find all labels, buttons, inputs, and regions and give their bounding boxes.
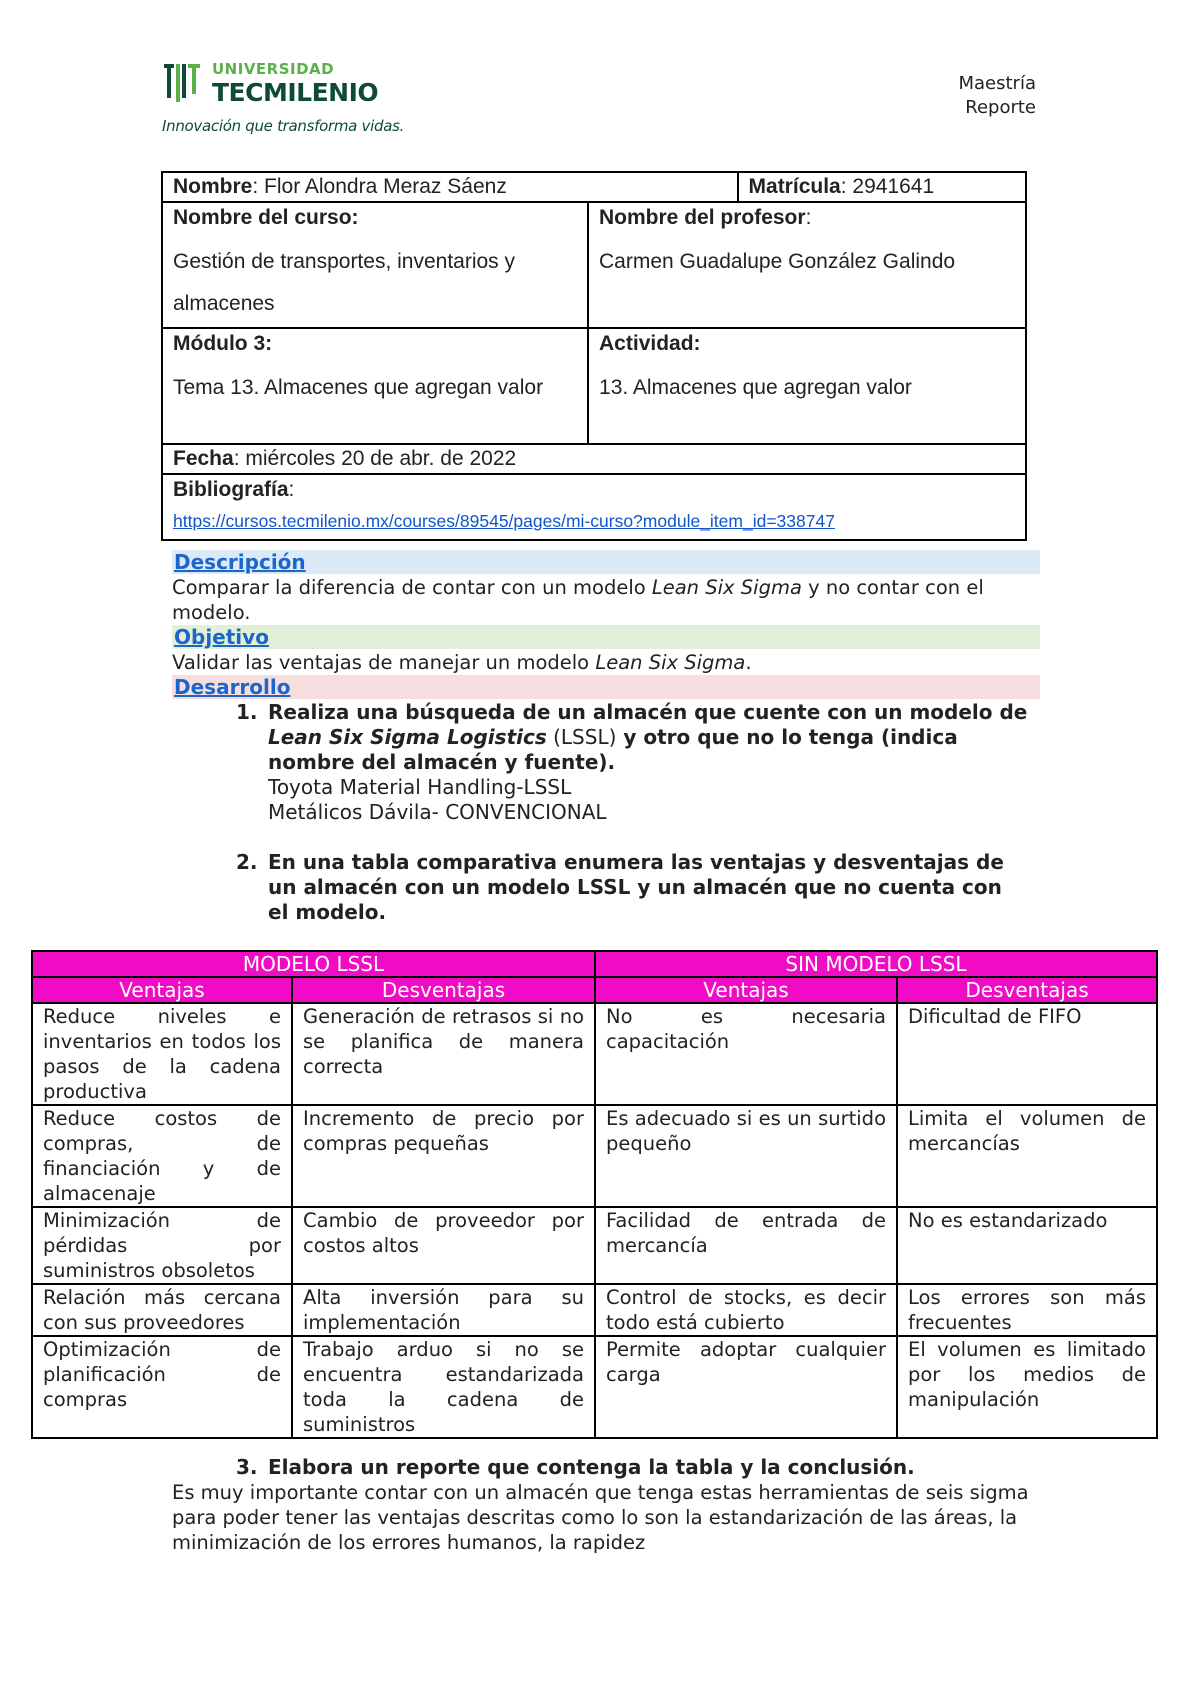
table-cell: No es estandarizado <box>897 1207 1157 1284</box>
conclusion-text: Es muy importante contar con un almacén que tenga estas herramientas de seis sigma para poder tener las ventajas descritas como lo son la estandarización de las áreas, la minimización de los errores humanos, la rapidez <box>172 1481 1029 1554</box>
section-title-desarrollo: Desarrollo <box>172 675 1040 699</box>
section-title-descripcion: Descripción <box>172 550 1040 574</box>
module-label: Módulo 3: <box>173 332 273 355</box>
item-1-q-part: Realiza una búsqueda de un almacén que cuente con un modelo de <box>268 700 1028 724</box>
item-1-q-italic: Lean Six Sigma Logistics <box>268 725 547 749</box>
item-1-answer-2: Metálicos Dávila- CONVENCIONAL <box>268 800 607 824</box>
professor-label: Nombre del profesor <box>599 206 806 229</box>
activity-value: 13. Almacenes que agregan valor <box>599 376 912 399</box>
date-label: Fecha <box>173 447 234 470</box>
table-row <box>32 1105 1157 1207</box>
name-label: Nombre <box>173 175 253 198</box>
item-1-number: 1. <box>236 700 258 724</box>
module-cell <box>162 328 588 444</box>
comparison-table <box>31 950 1158 1439</box>
section-title-objetivo: Objetivo <box>172 625 1040 649</box>
tecmilenio-logo-icon <box>162 62 202 106</box>
table-cell: Reduce niveles e inventarios en todos los pasos de la cadena productiva <box>32 1003 292 1105</box>
date-cell: Fecha: miércoles 20 de abr. de 2022 <box>162 444 1026 474</box>
group-header-lssl: MODELO LSSL <box>32 951 595 977</box>
col-header-lssl-ventajas: Ventajas <box>32 977 292 1003</box>
bibliography-label: Bibliografía <box>173 478 289 501</box>
course-label: Nombre del curso: <box>173 206 359 229</box>
descripcion-text-italic: Lean Six Sigma <box>651 576 802 599</box>
bibliography-cell: Bibliografía: https://cursos.tecmilenio.mx/courses/89545/pages/mi-curso?module_item_id=338747 <box>162 474 1026 540</box>
logo-name-text: TECMILENIO <box>212 78 379 107</box>
col-header-sin-ventajas: Ventajas <box>595 977 897 1003</box>
info-row-name <box>162 172 1026 202</box>
col-header-sin-desventajas: Desventajas <box>897 977 1157 1003</box>
university-logo <box>162 60 422 140</box>
item-3-number: 3. <box>236 1455 258 1479</box>
table-row <box>32 1003 1157 1105</box>
objetivo-text-part: Validar las ventajas de manejar un modelo <box>172 651 596 674</box>
student-info-table <box>161 171 1027 541</box>
objetivo-text-end: . <box>745 651 752 674</box>
item-1-answer-1: Toyota Material Handling-LSSL <box>268 775 572 799</box>
table-cell: Permite adoptar cualquier carga <box>595 1336 897 1438</box>
objetivo-text <box>172 650 1038 675</box>
table-column-header-row <box>32 977 1157 1003</box>
table-group-header-row <box>32 951 1157 977</box>
table-cell: Alta inversión para su implementación <box>292 1284 595 1336</box>
info-row-course <box>162 202 1026 328</box>
item-1-q-mid: (LSSL) <box>546 725 617 749</box>
table-cell: Optimización de planificación de compras <box>32 1336 292 1438</box>
logo-tagline: Innovación que transforma vidas. <box>162 117 405 135</box>
info-row-bibliography <box>162 474 1026 540</box>
date-value: miércoles 20 de abr. de 2022 <box>245 447 517 470</box>
item-2-number: 2. <box>236 850 258 874</box>
course-value: Gestión de transportes, inventarios y almacenes <box>173 250 516 315</box>
descripcion-text <box>172 575 1038 625</box>
bibliography-link[interactable]: https://cursos.tecmilenio.mx/courses/89545/pages/mi-curso?module_item_id=338747 <box>173 511 835 531</box>
list-item-3 <box>236 1455 1028 1480</box>
list-item-1 <box>236 700 1028 825</box>
info-row-date <box>162 444 1026 474</box>
course-cell <box>162 202 588 328</box>
table-cell: Cambio de proveedor por costos altos <box>292 1207 595 1284</box>
info-row-module <box>162 328 1026 444</box>
list-item-2 <box>236 850 1028 925</box>
table-row <box>32 1207 1157 1284</box>
table-row <box>32 1336 1157 1438</box>
objetivo-text-italic: Lean Six Sigma <box>595 651 746 674</box>
activity-cell <box>588 328 1026 444</box>
activity-label: Actividad: <box>599 332 701 355</box>
descripcion-text-end: y no contar con el modelo. <box>172 576 984 624</box>
table-cell: El volumen es limitado por los medios de manipulación <box>897 1336 1157 1438</box>
logo-university-text: UNIVERSIDAD <box>212 60 335 78</box>
group-header-sin-lssl: SIN MODELO LSSL <box>595 951 1157 977</box>
item-2-question: En una tabla comparativa enumera las ventajas y desventajas de un almacén con un modelo LSSL y un almacén que no cuenta con el modelo. <box>268 850 1004 924</box>
table-cell: Limita el volumen de mercancías <box>897 1105 1157 1207</box>
table-row <box>32 1284 1157 1336</box>
program-label: Maestría <box>958 73 1036 94</box>
matricula-label: Matrícula <box>748 175 841 198</box>
item-3-question: Elabora un reporte que contenga la tabla y la conclusión. <box>268 1455 915 1479</box>
matricula-cell: Matrícula: 2941641 <box>738 172 1026 202</box>
table-cell: Trabajo arduo si no se encuentra estandarizada toda la cadena de suministros <box>292 1336 595 1438</box>
table-cell: Es adecuado si es un surtido pequeño <box>595 1105 897 1207</box>
doc-type-label: Reporte <box>965 97 1036 118</box>
descripcion-text-part: Comparar la diferencia de contar con un modelo <box>172 576 652 599</box>
matricula-value: 2941641 <box>852 175 935 198</box>
header-right <box>958 72 1036 120</box>
item-1-question <box>268 700 1027 774</box>
table-cell: Minimización de pérdidas por suministros obsoletos <box>32 1207 292 1284</box>
module-value: Tema 13. Almacenes que agregan valor <box>173 376 544 399</box>
table-cell: Incremento de precio por compras pequeñas <box>292 1105 595 1207</box>
professor-value: Carmen Guadalupe González Galindo <box>599 250 956 273</box>
name-value: Flor Alondra Meraz Sáenz <box>264 175 507 198</box>
table-cell: Control de stocks, es decir todo está cubierto <box>595 1284 897 1336</box>
col-header-lssl-desventajas: Desventajas <box>292 977 595 1003</box>
item-1-q-end: y otro que no lo tenga (indica nombre del almacén y fuente). <box>268 725 958 774</box>
table-cell: Reduce costos de compras, de financiación y de almacenaje <box>32 1105 292 1207</box>
table-cell: No es necesaria capacitación <box>595 1003 897 1105</box>
table-cell: Los errores son más frecuentes <box>897 1284 1157 1336</box>
table-cell: Dificultad de FIFO <box>897 1003 1157 1105</box>
professor-cell: Nombre del profesor: Carmen Guadalupe González Galindo <box>588 202 1026 328</box>
table-cell: Facilidad de entrada de mercancía <box>595 1207 897 1284</box>
table-cell: Generación de retrasos si no se planifica de manera correcta <box>292 1003 595 1105</box>
table-cell: Relación más cercana con sus proveedores <box>32 1284 292 1336</box>
name-cell: Nombre: Flor Alondra Meraz Sáenz <box>162 172 738 202</box>
